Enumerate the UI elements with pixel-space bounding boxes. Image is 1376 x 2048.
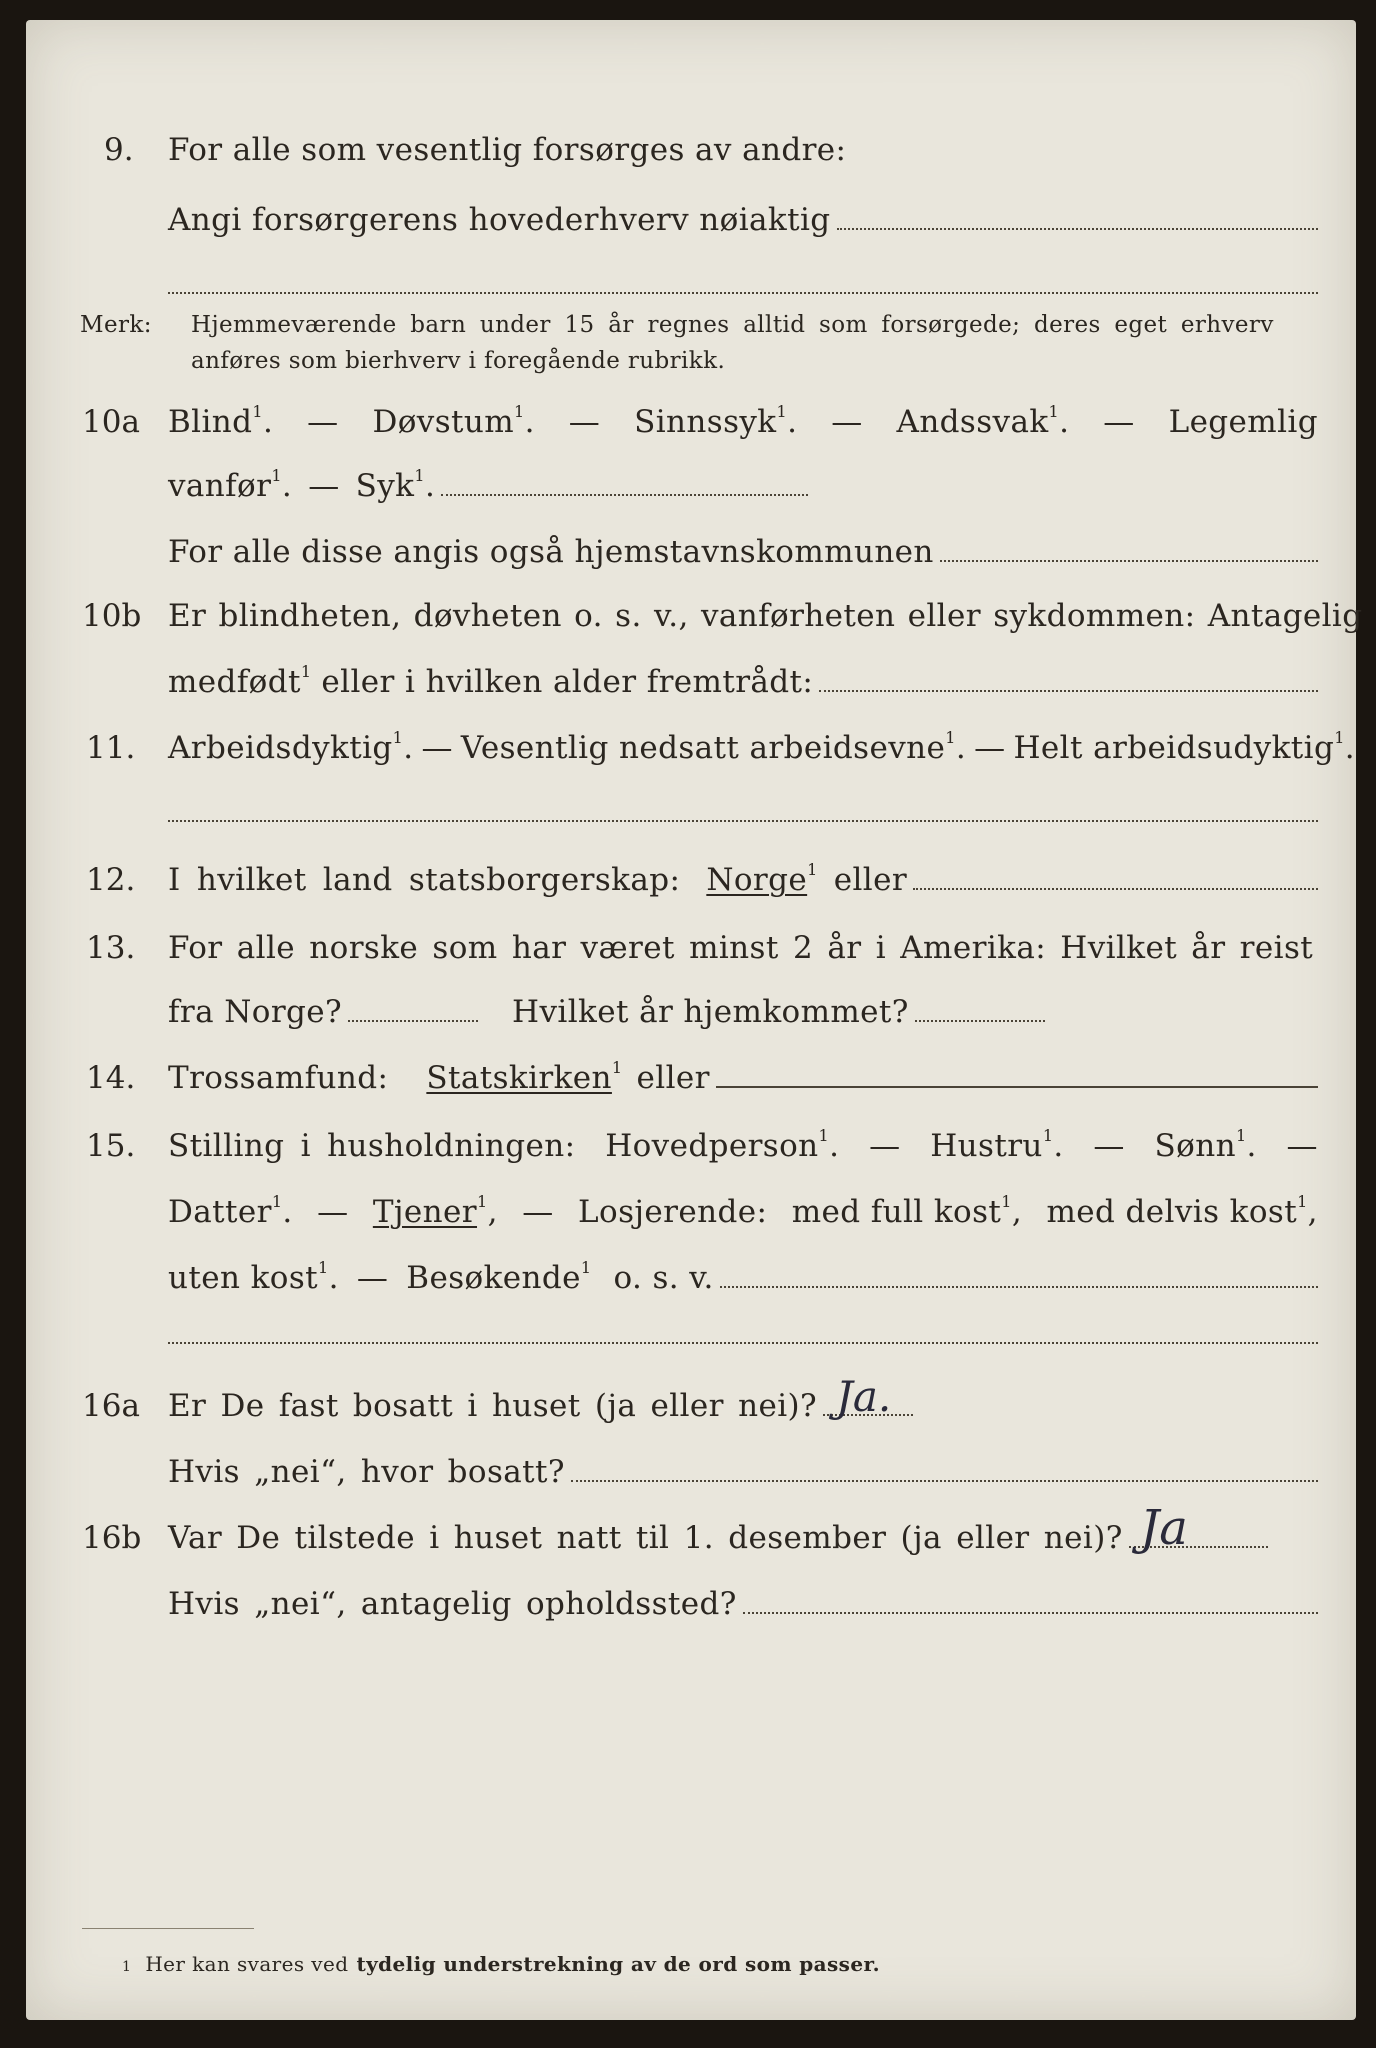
q14-field[interactable]	[716, 1086, 1318, 1088]
syk-option[interactable]: Syk$^1$.	[355, 466, 436, 504]
q13-reist-field[interactable]	[348, 1020, 478, 1022]
dash: —	[1286, 1128, 1318, 1164]
sinnssyk-option[interactable]: Sinnssyk$^1$.	[634, 402, 798, 440]
q16a-number: 16a	[82, 1388, 140, 1424]
q16a-question: Er De fast bosatt i huset (ja eller nei)?	[168, 1388, 818, 1424]
q9-number: 9.	[104, 132, 134, 168]
q13-hjemkommet-label: Hvilket år hjemkommet?	[512, 994, 909, 1030]
q10b-line2	[168, 664, 1318, 700]
q12-number: 12.	[86, 862, 136, 898]
norge-option[interactable]: Norge$^1$	[706, 860, 818, 898]
blind-option[interactable]: Blind$^1$.	[168, 402, 274, 440]
q10b-number: 10b	[82, 598, 142, 634]
footnote-text: Her kan svares ved	[145, 1952, 349, 1976]
merk-label-text: Merk:	[80, 312, 152, 338]
statskirken-option[interactable]: Statskirken$^1$	[426, 1058, 623, 1096]
q10a-line3	[168, 534, 1318, 570]
merk-text-1: Hjemmeværende barn under 15 år regnes alltid som forsørgede; deres eget erhverv	[191, 312, 1274, 338]
q16b-number: 16b	[82, 1520, 142, 1556]
dash: —	[317, 1194, 349, 1230]
dash: —	[522, 1194, 554, 1230]
dash: —	[356, 1260, 389, 1296]
q13-line2	[168, 994, 1068, 1030]
q16a-handwritten-answer: Ja.	[836, 1372, 892, 1421]
hjemstavn-field[interactable]	[940, 560, 1318, 562]
q15-field[interactable]	[720, 1286, 1318, 1288]
q15-line1	[168, 1128, 1318, 1164]
q14-number: 14.	[86, 1060, 136, 1096]
merk-line1	[191, 312, 1317, 338]
vesentlig-option[interactable]: Vesentlig nedsatt arbeidsevne$^1$.	[460, 728, 967, 766]
sonn-option[interactable]: Sønn$^1$.	[1154, 1126, 1257, 1164]
q15-extra-line[interactable]	[168, 1342, 1318, 1344]
q14-eller: eller	[636, 1060, 710, 1096]
q10a-field[interactable]	[441, 494, 808, 496]
dash: —	[1103, 404, 1135, 440]
dash: —	[307, 404, 339, 440]
q15-line3	[168, 1260, 1318, 1296]
dash: —	[869, 1128, 901, 1164]
q16a-bosatt-label: Hvis „nei“, hvor bosatt?	[168, 1454, 565, 1490]
q10a-line2	[168, 468, 808, 504]
q15-line2	[168, 1194, 1318, 1230]
q10b-text: Er blindheten, døvheten o. s. v., vanførheten eller sykdommen: Antagelig	[168, 598, 1363, 634]
q9-text: For alle som vesentlig forsørges av andre:	[168, 132, 847, 168]
q16b-handwritten-answer: Ja	[1140, 1500, 1188, 1556]
q11-extra-line[interactable]	[168, 820, 1318, 822]
q10b-line1	[168, 598, 1363, 634]
q15-stilling-label: Stilling i husholdningen:	[168, 1128, 576, 1164]
helt-option[interactable]: Helt arbeidsudyktig$^1$.	[1013, 728, 1356, 766]
q12-line	[168, 862, 1318, 898]
q16b-question: Var De tilstede i huset natt til 1. desember (ja eller nei)?	[168, 1520, 1123, 1556]
hustru-option[interactable]: Hustru$^1$.	[930, 1126, 1064, 1164]
q14-line	[168, 1060, 1318, 1096]
dash: —	[421, 730, 453, 766]
merk-label	[80, 312, 152, 338]
q10a-line1	[168, 404, 1318, 440]
q13-fra-label: fra Norge?	[168, 994, 343, 1030]
census-form-page	[26, 20, 1363, 2020]
utenkost-option[interactable]: uten kost$^1$.	[168, 1258, 339, 1296]
q12-eller: eller	[833, 862, 908, 898]
delviskost-option[interactable]: med delvis kost$^1$,	[1046, 1192, 1318, 1230]
arbeidsdyktig-option[interactable]: Arbeidsdyktig$^1$.	[168, 728, 414, 766]
q12-text: I hvilket land statsborgerskap:	[168, 862, 681, 898]
legemlig-option[interactable]: Legemlig	[1168, 404, 1318, 440]
hovedperson-option[interactable]: Hovedperson$^1$.	[605, 1126, 840, 1164]
q16b-opholdssted-field[interactable]	[743, 1612, 1318, 1614]
merk-text-2: anføres som bierhverv i foregående rubrikk.	[191, 348, 726, 374]
q16b-opholdssted-label: Hvis „nei“, antagelig opholdssted?	[168, 1586, 737, 1622]
fullkost-option[interactable]: med full kost$^1$,	[791, 1192, 1023, 1230]
q15-number: 15.	[86, 1128, 136, 1164]
dash: —	[568, 404, 601, 440]
q16b-line1	[168, 1520, 1268, 1556]
q13-number: 13.	[86, 930, 136, 966]
besokende-option[interactable]: Besøkende$^1$	[406, 1258, 592, 1296]
medfodt-option[interactable]: medfødt$^1$	[168, 662, 312, 700]
q11-number: 11.	[86, 730, 136, 766]
q13-line1	[168, 930, 1318, 966]
q10b-age-field[interactable]	[819, 690, 1318, 692]
losjerende-label: Losjerende:	[578, 1194, 768, 1230]
dovstum-option[interactable]: Døvstum$^1$.	[372, 402, 535, 440]
q14-text: Trossamfund:	[168, 1060, 389, 1096]
q13-text: For alle norske som har været minst 2 år i Amerika: Hvilket år reist	[168, 930, 1314, 966]
dash: —	[308, 468, 340, 504]
footnote-text-bold: tydelig understrekning av de ord som passer.	[356, 1952, 880, 1976]
footnote-rule	[82, 1928, 254, 1929]
footnote-mark: 1	[122, 1959, 132, 1975]
q16a-line2	[168, 1454, 1318, 1490]
q9-line2	[168, 202, 1318, 238]
q13-hjemkommet-field[interactable]	[915, 1020, 1045, 1022]
q9-line1	[168, 132, 1318, 168]
footnote	[122, 1952, 880, 1976]
q10b-age-label: eller i hvilken alder fremtrådt:	[321, 664, 814, 700]
q15-osv: o. s. v.	[613, 1260, 714, 1296]
tjener-option[interactable]: Tjener$^1$,	[372, 1192, 498, 1230]
q9-extra-line[interactable]	[168, 292, 1318, 294]
q10a-number: 10a	[82, 404, 140, 440]
merk-line2	[191, 348, 725, 374]
q9-occupation-label: Angi forsørgerens hovederhverv nøiaktig	[168, 202, 831, 238]
q11-line	[168, 728, 1356, 766]
vanfor-option[interactable]: vanfør$^1$.	[168, 466, 293, 504]
dash: —	[974, 730, 1006, 766]
dash: —	[831, 404, 863, 440]
andssvak-option[interactable]: Andssvak$^1$.	[896, 402, 1070, 440]
datter-option[interactable]: Datter$^1$.	[168, 1192, 293, 1230]
q16a-bosatt-field[interactable]	[571, 1480, 1318, 1482]
hjemstavn-label: For alle disse angis også hjemstavnskommunen	[168, 534, 934, 570]
q9-occupation-field[interactable]	[837, 228, 1318, 230]
q16b-line2	[168, 1586, 1318, 1622]
dash: —	[1093, 1128, 1125, 1164]
q12-field[interactable]	[913, 888, 1318, 890]
